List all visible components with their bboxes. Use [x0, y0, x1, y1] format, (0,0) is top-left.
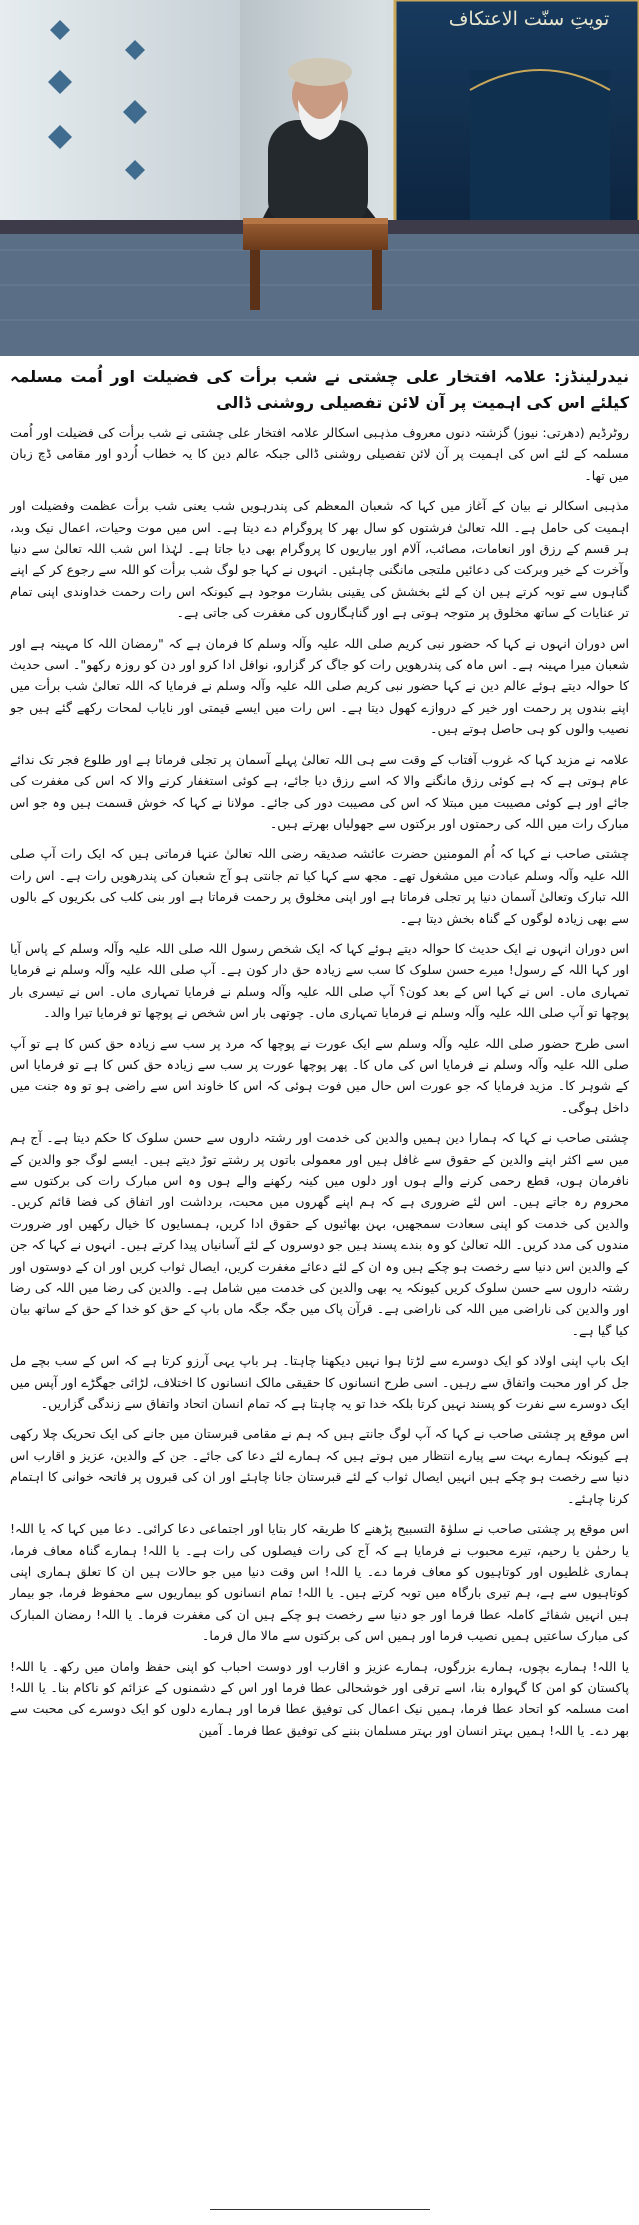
article-paragraph: ایک باپ اپنی اولاد کو ایک دوسرے سے لڑتا ہوا نہیں دیکھنا چاہتا۔ ہر باپ یہی آرزو کرتا ہے کہ اس کے سب بچے مل جل کر اور محبت واتفاق سے رہیں۔ اسی طرح انسانوں کا حقیقی مالک انسانوں کا اختلاف، لڑائی جھگڑے اور آپس میں ایک دوسرے سے نفرت کو پسند نہیں کرتا بلکہ خدا تو یہ چاہتا ہے کہ تمام انسان اتحاد واتفاق سے زندگی گزاریں۔	[10, 1353, 629, 1412]
article-paragraph: اس دوران انہوں نے ایک حدیث کا حوالہ دیتے ہوئے کہا کہ ایک شخص رسول اللہ صلی اللہ علیہ وآلہ وسلم کے پاس آیا اور کہا اللہ کے رسول! میرے حسن سلوک کا سب سے زیادہ حق دار کون ہے۔ آپ صلی اللہ علیہ وآلہ وسلم نے فرمایا تمہاری ماں۔ اس نے کہا اس کے بعد کون؟ آپ صلی اللہ علیہ وآلہ وسلم نے فرمایا تمہاری ماں۔ اس نے تیسری بار پوچھا تو آپ صلی اللہ علیہ وآلہ وسلم نے فرمایا تمہاری ماں۔ چوتھی بار اس شخص نے پوچھا تو فرمایا تیرا والد۔	[10, 940, 629, 1021]
article-paragraph: اس موقع پر چشتی صاحب نے سلوٰۃ التسبیح پڑھنے کا طریقہ کار بتایا اور اجتماعی دعا کرائی۔ دعا میں کہا کہ یا اللہ! یا رحمٰن یا رحیم، تیرے محبوب نے فرمایا ہے کہ آج کی رات فیصلوں کی رات ہے۔ یا اللہ! ہمارے گناہ معاف فرما، ہماری غلطیوں اور کوتاہیوں کو معاف فرما دے۔ یا اللہ! اس وقت دنیا میں جو حالات ہیں ان کا تعلق ہماری اپنی کوتاہیوں سے ہے، ہم تیری بارگاہ میں توبہ کرتے ہیں۔ یا اللہ! تمام انسانوں کو بیماریوں سے محفوظ فرما، جو بیمار ہیں انہیں شفائے کاملہ عطا فرما اور جو دنیا سے رخصت ہو چکے ہیں ان کی مغفرت فرما۔ یا اللہ! رمضان المبارک کی مبارک ساعتیں ہمیں نصیب فرما اور ہمیں اس کی برکتوں سے مالا مال فرما۔	[10, 1521, 629, 1644]
article-paragraph: یا اللہ! ہمارے بچوں، ہمارے بزرگوں، ہمارے عزیز و اقارب اور دوست احباب کو اپنی حفظ وامان میں رکھ۔ یا اللہ! پاکستان کو امن کا گہوارہ بنا، اسے ترقی اور خوشحالی عطا فرما اور اس کے دشمنوں کے عزائم کو ناکام بنا۔ یا اللہ! امت مسلمہ کو اتحاد عطا فرما، ہمیں نیک اعمال کی توفیق عطا فرما اور ہمارے دلوں کو ایک دوسرے کی محبت سے بھر دے۔ یا اللہ! ہمیں بہتر انسان اور بہتر مسلمان بننے کی توفیق عطا فرما۔ آمین	[10, 1658, 629, 1738]
end-divider	[210, 2209, 430, 2210]
article-paragraph: علامہ نے مزید کہا کہ غروب آفتاب کے وقت سے ہی اللہ تعالیٰ پہلے آسمان پر تجلی فرماتا ہے اور طلوع فجر تک ندائے عام ہوتی ہے کہ ہے کوئی رزق مانگنے والا کہ اسے رزق دیا جائے، ہے کوئی استغفار کرنے والا کہ اس کی مغفرت کی جائے اور ہے کوئی مصیبت میں مبتلا کہ اس کی مصیبت دور کی جائے۔ مولانا نے کہا کہ خوش قسمت ہیں وہ جو اس مبارک رات میں اللہ کی رحمتوں اور برکتوں سے جھولیاں بھرتے ہیں۔	[10, 751, 629, 831]
article-paragraph: چشتی صاحب نے کہا کہ ہمارا دین ہمیں والدین کی خدمت اور رشتہ داروں سے حسن سلوک کا حکم دیتا ہے۔ آج ہم میں سے اکثر اپنے والدین کے حقوق سے غافل ہیں اور معمولی باتوں پر رشتے توڑ دیتے ہیں۔ ایسے لوگ جو والدین کے نافرمان ہوں، قطع رحمی کرنے والے ہوں اور دلوں میں کینہ رکھنے والے ہوں وہ اس مبارک رات کی برکتوں سے محروم رہ جاتے ہیں۔ اس لئے ضروری ہے کہ ہم اپنے گھروں میں محبت، برداشت اور اتفاق کی فضا قائم کریں۔ والدین کی خدمت کو اپنی سعادت سمجھیں، بہن بھائیوں کے حقوق ادا کریں، ہمسایوں کا خیال رکھیں اور ضرورت مندوں کی مدد کریں۔ اللہ تعالیٰ کو وہ بندے پسند ہیں جو دوسروں کے لئے آسانیاں پیدا کرتے ہیں۔ انہوں نے کہا کہ جن کے والدین اس دنیا سے رخصت ہو چکے ہیں وہ ان کے لئے دعائے مغفرت کریں، ایصال ثواب کریں اور ان کے دوستوں اور رشتہ داروں سے حسن سلوک کریں کیونکہ یہ بھی والدین کی خدمت میں شامل ہے۔ والدین کی رضا میں اللہ کی رضا اور والدین کی ناراضی میں اللہ کی ناراضی ہے۔ قرآن پاک میں جگہ جگہ ماں باپ کے حق کو خدا کے حق کے ساتھ بیان کیا گیا ہے۔	[10, 1130, 629, 1338]
article-paragraph: اسی طرح حضور صلی اللہ علیہ وآلہ وسلم سے ایک عورت نے پوچھا کہ مرد پر سب سے زیادہ حق کس کا ہے تو آپ صلی اللہ علیہ وآلہ وسلم نے فرمایا اس کی ماں کا۔ پھر پوچھا عورت پر سب سے زیادہ حق کس کا ہے تو فرمایا اس کے شوہر کا۔ مزید فرمایا کہ جو عورت اس حال میں فوت ہوئی کہ اس کا خاوند اس سے راضی ہو تو وہ جنت میں داخل ہوگی۔	[10, 1035, 629, 1115]
mosque-scene-image	[0, 0, 639, 356]
article-body	[10, 364, 629, 1750]
article-paragraph: اس موقع پر چشتی صاحب نے کہا کہ آپ لوگ جانتے ہیں کہ ہم نے مقامی قبرستان میں جانے کی ایک تحریک چلا رکھی ہے کیونکہ ہمارے بہت سے پیارے انتظار میں ہوتے ہیں کہ ہمارے لئے دعا کی جائے۔ جن کے والدین، عزیز و اقارب اس دنیا سے رخصت ہو چکے ہیں انہیں ایصال ثواب کے لئے قبرستان جانا چاہئے اور ان کی قبروں پر فاتحہ خوانی کا اہتمام کرنا چاہئے۔	[10, 1426, 629, 1506]
article-paragraph: اس دوران انہوں نے کہا کہ حضور نبی کریم صلی اللہ علیہ وآلہ وسلم کا فرمان ہے کہ "رمضان اللہ کا مہینہ ہے اور شعبان میرا مہینہ ہے۔ اس ماہ کی پندرھویں رات کو جاگ کر گزارو، نوافل ادا کرو اور دن کو روزہ رکھو"۔ اسی حدیث کا حوالہ دیتے ہوئے عالم دین نے کہا حضور نبی کریم صلی اللہ علیہ وآلہ وسلم نے فرمایا کہ اللہ تعالیٰ شب برأت میں اپنے بندوں پر رحمت اور خیر کے دروازے کھول دیتا ہے۔ اس رات میں ایسے قیمتی اور نایاب لمحات رکھے گئے ہیں جو نصیب والوں کو ہی حاصل ہوتے ہیں۔	[10, 635, 629, 737]
article-headline: نیدرلینڈز: علامہ افتخار علی چشتی نے شب برأت کی فضیلت اور اُمت مسلمہ کیلئے اس کی اہمیت پر آن لائن تفصیلی روشنی ڈالی	[10, 367, 629, 412]
calligraphy-caption: تویتِ سنّت الاعتکاف	[448, 8, 610, 30]
article-paragraph: چشتی صاحب نے کہا کہ اُم المومنین حضرت عائشہ صدیقہ رضی اللہ تعالیٰ عنہا فرماتی ہیں کہ ایک رات آپ صلی اللہ علیہ وآلہ وسلم عبادت میں مشغول تھے۔ مجھ سے کہا کیا تم جانتی ہو آج شعبان کی پندرھویں رات ہے۔ اس رات اللہ تبارک وتعالیٰ آسمان دنیا پر تجلی فرماتا ہے اور اپنی مخلوق پر رحمت فرماتا ہے اور بنی کلب کی بکریوں کے بالوں سے بھی زیادہ لوگوں کے گناہ بخش دیتا ہے۔	[10, 846, 629, 926]
article-paragraph: مذہبی اسکالر نے بیان کے آغاز میں کہا کہ شعبان المعظم کی پندرہویں شب یعنی شب برأت عظمت وفضیلت اور اہمیت کی حامل ہے۔ اللہ تعالیٰ فرشتوں کو سال بھر کا پروگرام دے دیتا ہے۔ اس میں موت وحیات، اعمال نیک وبد، ہر قسم کے رزق اور انعامات، مصائب، آلام اور بیاریوں کا پروگرام بھی دیا جاتا ہے۔ لہٰذا اس شب اللہ تعالیٰ سے دنیا وآخرت کے خیر وبرکت کی دعائیں ملتجی مانگنی چاہئیں۔ انہوں نے کہا جو لوگ شب برأت کو اللہ سے رجوع کر کے اپنے گناہوں سے توبہ کرتے ہیں ان کے لئے بخشش کی یقینی بشارت موجود ہے کیونکہ اس رات رحمت خداوندی اپنی تمام تر عنایات کے ساتھ مخلوق پر متوجہ ہوتی ہے اور گناہگاروں کی مغفرت کی جاتی ہے۔	[10, 498, 629, 621]
article-paragraph: روٹرڈیم (دھرتی: نیوز) گزشتہ دنوں معروف مذہبی اسکالر علامہ افتخار علی چشتی نے شب برأت کی فضیلت اور اُمت مسلمہ کے لئے اس کی اہمیت پر آن لائن تفصیلی روشنی ڈالی جبکہ عالم دین کا یہ خطاب اُردو اور مقامی ڈچ زبان میں تھا۔	[10, 425, 629, 483]
article-photo	[0, 0, 639, 356]
